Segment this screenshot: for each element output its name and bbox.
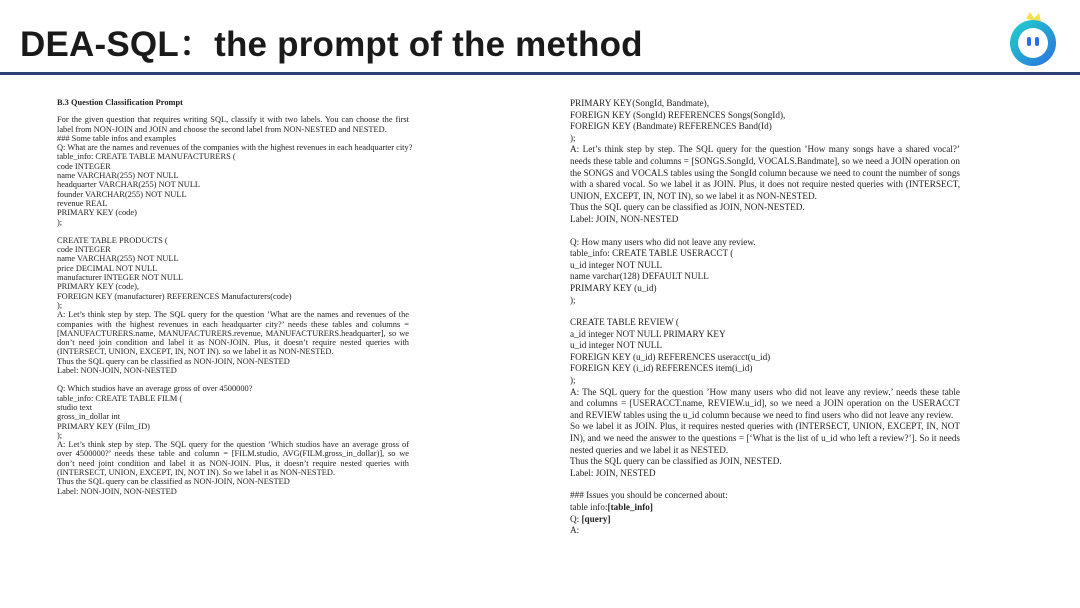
example4-answer-part2: So we label it as JOIN. Plus, it requires nested queries with (INTERSECT, UNION, EXCEPT, IN, NOT IN), and we need the answer to the questions = [‘What is the list of u_id who left a review?’]. So it needs nested queries and we label it as NESTED.	[570, 421, 960, 455]
code-line: PRIMARY KEY(SongId, Bandmate),	[570, 98, 709, 108]
code-line: );	[570, 375, 576, 386]
example1-label: Label: NON-JOIN, NON-NESTED	[57, 366, 177, 376]
example3-label: Label: JOIN, NON-NESTED	[570, 213, 679, 224]
code-line: studio text	[57, 402, 93, 412]
table-info-variable: [table_info]	[607, 502, 653, 512]
example4-schema2	[570, 317, 960, 387]
code-line: );	[57, 217, 63, 227]
code-line: );	[57, 300, 63, 310]
example1-question: Q: What are the names and revenues of the companies with the highest revenues in each headquarter city?	[57, 143, 413, 153]
prompt-column-right	[570, 98, 960, 537]
example4-question: Q: How many users who did not leave any review.	[570, 236, 756, 247]
code-line: );	[57, 430, 63, 440]
example2-label: Label: NON-JOIN, NON-NESTED	[57, 486, 177, 496]
section-heading: B.3 Question Classification Prompt	[57, 98, 183, 107]
example2-schema	[57, 394, 409, 440]
example4-answer-part1: A: The SQL query for the question ’How many users who did not leave any review.’ needs these table and columns = [USERACCT.name, REVIEW.u_id], so we need a JOIN operation on the USERACCT and REVIEW tables using the u_id column because we need to find users who did not leave any review.	[570, 386, 960, 420]
code-line: FOREIGN KEY (u_id) REFERENCES useracct(u_id)	[570, 351, 771, 362]
code-line: PRIMARY KEY (code)	[57, 208, 137, 218]
example2-question: Q: Which studios have an average gross of over 4500000?	[57, 384, 253, 394]
code-line: name VARCHAR(255) NOT NULL	[57, 171, 179, 181]
code-line: founder VARCHAR(255) NOT NULL	[57, 189, 187, 199]
example1-schema2	[57, 236, 409, 310]
slide-title: DEA-SQL：the prompt of the method	[20, 25, 643, 64]
example3-answer: A: Let’s think step by step. The SQL query for the question ’How many songs have a shared vocal?’ needs these table and columns = [SONGS.SongId, VOCALS.Bandmate], so we need a JOIN operation on the SONGS and VOCALS tables using the SongId column because we need to count the number of songs with a shared vocal. So we label it as JOIN. Plus, it does not require nested queries with (INTERSECT, UNION, EXCEPT, IN, NOT IN), so we label it as NON-NESTED.	[570, 144, 960, 201]
code-line: PRIMARY KEY (Film_ID)	[57, 421, 150, 431]
title-underline	[0, 72, 1080, 75]
answer-placeholder: A:	[570, 525, 580, 536]
issues-header: ### Issues you should be concerned about:	[570, 490, 728, 501]
code-line: table_info: CREATE TABLE MANUFACTURERS (	[57, 152, 236, 162]
query-placeholder-line	[570, 514, 960, 526]
code-line: );	[570, 294, 576, 305]
code-line: CREATE TABLE REVIEW (	[570, 317, 679, 328]
code-line: FOREIGN KEY (manufacturer) REFERENCES Manufacturers(code)	[57, 291, 292, 301]
prompt-column-left	[57, 98, 413, 496]
example4-classified: Thus the SQL query can be classified as JOIN, NESTED.	[570, 456, 782, 467]
code-line: u_id integer NOT NULL	[570, 259, 662, 270]
example3-schema-tail	[570, 98, 960, 144]
example4-schema1	[570, 248, 960, 306]
code-line: revenue REAL	[57, 198, 108, 208]
code-line: table_info: CREATE TABLE USERACCT (	[570, 248, 734, 259]
example3-classified: Thus the SQL query can be classified as JOIN, NON-NESTED.	[570, 202, 805, 213]
code-line: FOREIGN KEY (Bandmate) REFERENCES Band(Id)	[570, 121, 772, 132]
code-line: code INTEGER	[57, 245, 111, 255]
code-line: FOREIGN KEY (i_id) REFERENCES item(i_id)	[570, 363, 753, 374]
code-line: FOREIGN KEY (SongId) REFERENCES Songs(SongId),	[570, 109, 786, 120]
code-line: u_id integer NOT NULL	[570, 340, 662, 351]
example2-classified: Thus the SQL query can be classified as NON-JOIN, NON-NESTED	[57, 477, 290, 487]
examples-header: ### Some table infos and examples	[57, 133, 176, 143]
code-line: gross_in_dollar int	[57, 412, 121, 422]
intro-paragraph: For the given question that requires writing SQL, classify it with two labels. You can choose the first label from NON-JOIN and JOIN and choose the second label from NON-NESTED and NESTED.	[57, 115, 409, 134]
code-line: PRIMARY KEY (u_id)	[570, 282, 657, 293]
code-line: CREATE TABLE PRODUCTS (	[57, 235, 168, 245]
example1-schema1	[57, 152, 409, 226]
example2-answer: A: Let’s think step by step. The SQL query for the question ’Which studios have an average gross of over 4500000?’ needs these table and column = [FILM.studio, AVG(FILM.gross_in_dollar)], so we don’t need joint condition and label it as NON-JOIN. Plus, it doesn’t require nested queries with (INTERSECT, UNION, EXCEPT, IN, NOT IN). So we label it as NON-NESTED.	[57, 440, 409, 477]
code-line: headquarter VARCHAR(255) NOT NULL	[57, 180, 201, 190]
bot-face-icon	[1004, 10, 1062, 68]
example4-label: Label: JOIN, NESTED	[570, 467, 656, 478]
code-line: name varchar(128) DEFAULT NULL	[570, 271, 709, 282]
example1-classified: Thus the SQL query can be classified as NON-JOIN, NON-NESTED	[57, 356, 290, 366]
table-info-placeholder-line	[570, 502, 960, 514]
table-info-prefix: table info:	[570, 502, 608, 512]
code-line: name VARCHAR(255) NOT NULL	[57, 254, 179, 264]
code-line: );	[570, 132, 576, 143]
code-line: manufacturer INTEGER NOT NULL	[57, 273, 184, 283]
code-line: a_id integer NOT NULL PRIMARY KEY	[570, 328, 726, 339]
query-prefix: Q:	[570, 513, 582, 524]
query-variable: [query]	[581, 513, 611, 524]
code-line: code INTEGER	[57, 161, 111, 171]
example1-answer: A: Let’s think step by step. The SQL query for the question ’What are the names and revenues of the companies with the highest revenues in each headquarter city?’ needs these tables and columns = [MANUFACTURERS.name, MANUFACTURERS.revenue, MANUFACTURERS.headquarter], so we don’t need join condition and label it as NON-JOIN. Plus, it doesn’t require nested queries with (INTERSECT, UNION, EXCEPT, IN, NOT IN). so we label it as NON-NESTED.	[57, 310, 409, 357]
code-line: PRIMARY KEY (code),	[57, 282, 139, 292]
code-line: price DECIMAL NOT NULL	[57, 263, 158, 273]
code-line: table_info: CREATE TABLE FILM (	[57, 393, 183, 403]
